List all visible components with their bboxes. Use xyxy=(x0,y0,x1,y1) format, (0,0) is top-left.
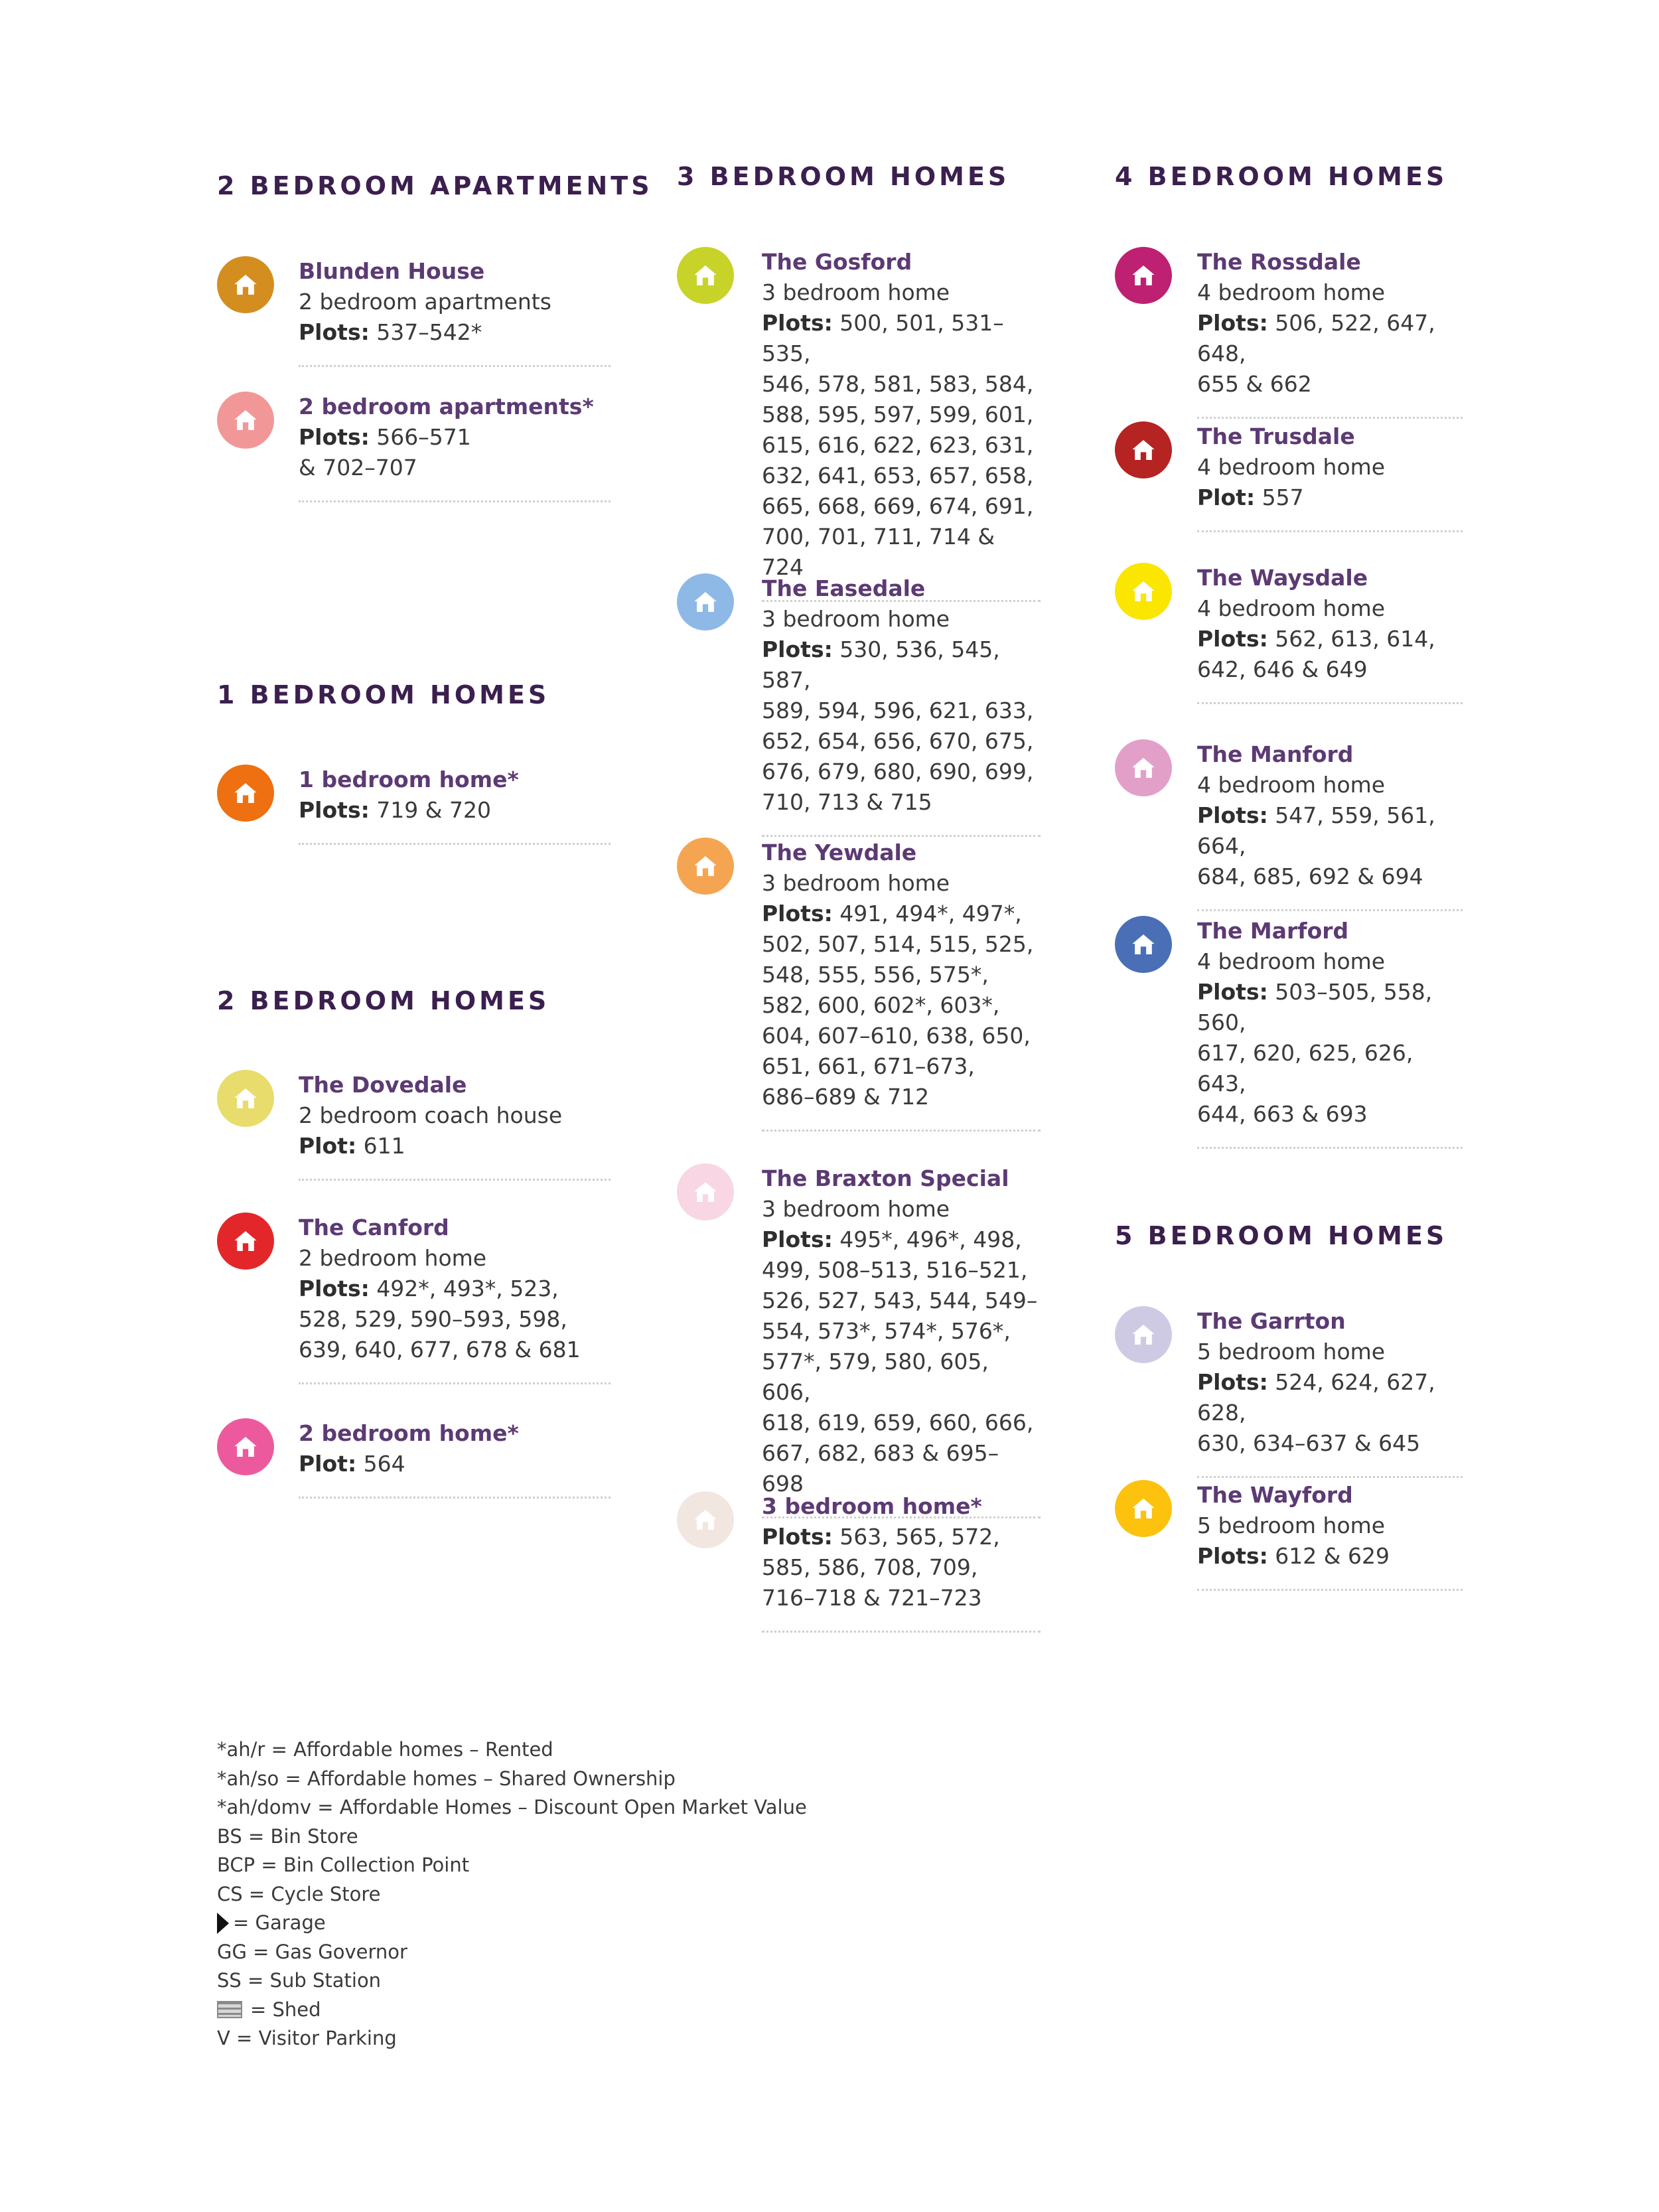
house-type-description: 4 bedroom home xyxy=(1197,454,1386,480)
plots-line xyxy=(1197,482,1463,513)
house-icon xyxy=(692,589,719,615)
section-title: 2 BEDROOM HOMES xyxy=(217,986,550,1015)
section-1-bedroom-homes xyxy=(217,680,549,709)
house-icon xyxy=(232,1085,259,1112)
dotted-separator xyxy=(1197,702,1463,704)
house-type-description: 4 bedroom home xyxy=(1197,595,1386,621)
plots-label: Plots: xyxy=(299,424,370,450)
section-title: 3 BEDROOM HOMES xyxy=(677,162,1010,191)
plots-value: 562, 613, 614, 642, 646 & 649 xyxy=(1197,626,1435,682)
entry-text xyxy=(1197,916,1463,1149)
legend-line xyxy=(217,1909,807,1938)
legend xyxy=(217,1735,807,2053)
house-type-name: 1 bedroom home* xyxy=(299,767,519,792)
legend-text: V = Visitor Parking xyxy=(217,2027,397,2049)
plot-color-dot xyxy=(217,256,274,313)
house-icon xyxy=(232,1228,259,1254)
house-icon xyxy=(692,1179,719,1205)
dotted-separator xyxy=(1197,1476,1463,1478)
plot-color-dot xyxy=(1115,1480,1172,1537)
house-type-description: 5 bedroom home xyxy=(1197,1339,1386,1364)
house-icon xyxy=(232,407,259,433)
plots-label: Plots: xyxy=(299,1276,370,1301)
dotted-separator xyxy=(762,1631,1041,1633)
plots-line xyxy=(1197,308,1463,400)
legend-text: *ah/r = Affordable homes – Rented xyxy=(217,1738,553,1761)
house-icon xyxy=(1130,1495,1157,1522)
house-type-name: The Garrton xyxy=(1197,1308,1346,1334)
section-title: 5 BEDROOM HOMES xyxy=(1115,1221,1448,1250)
dotted-separator xyxy=(299,843,611,845)
plots-value: 492*, 493*, 523, 528, 529, 590–593, 598, 639, 640, 677, 678 & 681 xyxy=(299,1276,581,1363)
plots-line xyxy=(762,899,1041,1112)
dotted-separator xyxy=(299,1382,611,1384)
house-type-description: 2 bedroom coach house xyxy=(299,1102,563,1128)
entry-text xyxy=(299,1213,611,1384)
legend-text: SS = Sub Station xyxy=(217,1969,382,1992)
entry-text xyxy=(762,838,1041,1132)
plots-label: Plots: xyxy=(762,901,833,926)
legend-text: CS = Cycle Store xyxy=(217,1882,381,1905)
house-type-description: 4 bedroom home xyxy=(1197,772,1386,798)
dotted-separator xyxy=(1197,909,1463,911)
plots-value: 611 xyxy=(363,1133,405,1159)
house-icon xyxy=(1130,262,1157,289)
entry-text xyxy=(762,1163,1041,1518)
plot-color-dot xyxy=(217,392,274,449)
garage-icon xyxy=(217,1913,229,1934)
plots-value: 719 & 720 xyxy=(376,797,491,823)
section-4-bedroom-homes xyxy=(1115,162,1447,191)
entry-text xyxy=(299,1418,611,1499)
house-type-description: 3 bedroom home xyxy=(762,870,950,896)
section-title: 2 BEDROOM APARTMENTS xyxy=(217,171,653,200)
house-icon xyxy=(692,262,719,289)
plots-line xyxy=(299,317,611,348)
section-title: 1 BEDROOM HOMES xyxy=(217,680,550,709)
house-type-name: The Trusdale xyxy=(1197,423,1355,449)
house-type-name: 2 bedroom apartments* xyxy=(299,394,594,419)
plots-label: Plot: xyxy=(299,1451,357,1477)
plots-value: 503–505, 558, 560, 617, 620, 625, 626, 643, 644, 663 & 693 xyxy=(1197,979,1433,1127)
legend-line xyxy=(217,1996,807,2025)
plots-line xyxy=(299,1274,611,1365)
legend-line xyxy=(217,1880,807,1909)
legend-line xyxy=(217,2024,807,2053)
section-2-bedroom-homes xyxy=(217,986,549,1015)
plots-label: Plots: xyxy=(1197,626,1268,652)
plots-line xyxy=(1197,800,1463,892)
legend-text: *ah/domv = Affordable Homes – Discount Open Market Value xyxy=(217,1796,807,1818)
plots-label: Plots: xyxy=(762,310,833,336)
house-type-name: The Waysdale xyxy=(1197,565,1368,591)
legend-line xyxy=(217,1938,807,1967)
house-type-description: 3 bedroom home xyxy=(762,606,950,632)
plots-line xyxy=(1197,1541,1463,1572)
house-type-name: The Dovedale xyxy=(299,1072,467,1098)
plot-color-dot xyxy=(1115,247,1172,304)
house-icon xyxy=(1130,437,1157,463)
plots-value: 495*, 496*, 498, 499, 508–513, 516–521, 526, 527, 543, 544, 549– 554, 573*, 574*, 576*, 577*, 579, 580, 605, 606, 618, 619, 659, 660, 666, 667, 682, 683 & 695–698 xyxy=(762,1226,1038,1497)
plots-line xyxy=(299,795,611,826)
dotted-separator xyxy=(1197,530,1463,532)
legend-text: BCP = Bin Collection Point xyxy=(217,1854,470,1876)
plots-line xyxy=(299,1131,611,1161)
house-icon xyxy=(1130,1321,1157,1348)
plots-value: 524, 624, 627, 628, 630, 634–637 & 645 xyxy=(1197,1369,1435,1456)
entry-text xyxy=(1197,563,1463,704)
house-type-description: 4 bedroom home xyxy=(1197,948,1386,974)
house-type-name: 2 bedroom home* xyxy=(299,1420,519,1446)
legend-text: BS = Bin Store xyxy=(217,1824,358,1848)
house-icon xyxy=(232,780,259,806)
plots-value: 547, 559, 561, 664, 684, 685, 692 & 694 xyxy=(1197,802,1435,889)
house-type-name: The Braxton Special xyxy=(762,1165,1009,1191)
plots-label: Plots: xyxy=(762,1226,833,1252)
house-type-name: The Easedale xyxy=(762,575,926,601)
plots-label: Plots: xyxy=(1197,802,1268,828)
house-icon xyxy=(232,1434,259,1460)
entry-text xyxy=(1197,247,1463,419)
house-icon xyxy=(1130,755,1157,781)
plots-line xyxy=(762,1522,1041,1613)
plots-line xyxy=(762,308,1041,583)
house-type-description: 2 bedroom home xyxy=(299,1245,487,1271)
house-type-name: The Wayford xyxy=(1197,1482,1353,1508)
section-title: 4 BEDROOM HOMES xyxy=(1115,162,1448,191)
plot-color-dot xyxy=(217,765,274,822)
plots-label: Plots: xyxy=(1197,1543,1268,1569)
house-type-name: The Rossdale xyxy=(1197,249,1361,275)
plot-color-dot xyxy=(677,247,734,304)
house-icon xyxy=(232,271,259,298)
plots-value: 566–571 & 702–707 xyxy=(299,424,471,480)
dotted-separator xyxy=(299,1497,611,1499)
dotted-separator xyxy=(1197,1589,1463,1591)
house-type-description: 5 bedroom home xyxy=(1197,1512,1386,1538)
entry-text xyxy=(1197,739,1463,911)
plots-label: Plots: xyxy=(299,797,370,823)
plots-label: Plots: xyxy=(762,1524,833,1550)
house-type-name: The Marford xyxy=(1197,918,1349,944)
plots-line xyxy=(299,1449,611,1479)
dotted-separator xyxy=(1197,1147,1463,1149)
entry-text xyxy=(1197,421,1463,532)
plots-value: 563, 565, 572, 585, 586, 708, 709, 716–718 & 721–723 xyxy=(762,1524,1000,1611)
dotted-separator xyxy=(762,835,1041,837)
plots-line xyxy=(762,1224,1041,1499)
house-type-description: 3 bedroom home xyxy=(762,1196,950,1222)
plot-color-dot xyxy=(677,1163,734,1220)
dotted-separator xyxy=(1197,417,1463,419)
section-3-bedroom-homes xyxy=(677,162,1009,191)
plots-line xyxy=(1197,624,1463,685)
plots-line xyxy=(1197,977,1463,1130)
house-type-name: Blunden House xyxy=(299,258,485,284)
plot-color-dot xyxy=(217,1418,274,1475)
house-type-name: The Yewdale xyxy=(762,840,917,865)
entry-text xyxy=(299,392,611,502)
house-type-name: The Canford xyxy=(299,1215,449,1240)
plots-label: Plot: xyxy=(1197,484,1256,510)
legend-text: = Garage xyxy=(233,1911,326,1934)
entry-text xyxy=(299,765,611,845)
plots-value: 491, 494*, 497*, 502, 507, 514, 515, 525, 548, 555, 556, 575*, 582, 600, 602*, 603*, 604, 607–610, 638, 650, 651, 661, 671–673, 686–689 & 712 xyxy=(762,901,1034,1110)
house-type-name: The Manford xyxy=(1197,741,1354,767)
plots-value: 537–542* xyxy=(376,319,482,345)
entry-text xyxy=(299,1070,611,1181)
plots-label: Plots: xyxy=(1197,979,1268,1005)
plot-color-dot xyxy=(677,838,734,895)
entry-text xyxy=(762,247,1041,602)
legend-line xyxy=(217,1793,807,1822)
legend-line xyxy=(217,1765,807,1794)
house-type-name: The Gosford xyxy=(762,249,912,275)
dotted-separator xyxy=(299,500,611,502)
plots-value: 500, 501, 531–535, 546, 578, 581, 583, 584, 588, 595, 597, 599, 601, 615, 616, 622, 623, 631, 632, 641, 653, 657, 658, 665, 668, 669, 674, 691, 700, 701, 711, 714 & 724 xyxy=(762,310,1034,580)
section-5-bedroom-homes xyxy=(1115,1221,1447,1250)
entry-text xyxy=(1197,1480,1463,1591)
entry-text xyxy=(762,1491,1041,1633)
plot-color-dot xyxy=(1115,563,1172,620)
entry-text xyxy=(299,256,611,367)
plots-line xyxy=(762,634,1041,818)
legend-text: = Shed xyxy=(250,1998,321,2021)
dotted-separator xyxy=(299,1179,611,1181)
legend-line xyxy=(217,1735,807,1765)
plot-color-dot xyxy=(677,1491,734,1548)
plot-color-dot xyxy=(217,1213,274,1270)
plots-value: 564 xyxy=(363,1451,405,1477)
house-type-description: 2 bedroom apartments xyxy=(299,289,551,315)
plot-color-dot xyxy=(1115,421,1172,479)
house-type-description: 3 bedroom home xyxy=(762,279,950,305)
house-type-name: 3 bedroom home* xyxy=(762,1493,982,1519)
dotted-separator xyxy=(762,1130,1041,1132)
house-icon xyxy=(1130,931,1157,958)
plot-color-dot xyxy=(1115,916,1172,973)
plots-label: Plots: xyxy=(299,319,370,345)
legend-text: *ah/so = Affordable homes – Shared Ownership xyxy=(217,1767,676,1790)
house-type-description: 4 bedroom home xyxy=(1197,279,1386,305)
plots-line xyxy=(299,422,611,483)
plots-value: 530, 536, 545, 587, 589, 594, 596, 621, 633, 652, 654, 656, 670, 675, 676, 679, 680, 690, 699, 710, 713 & 715 xyxy=(762,636,1034,815)
plot-color-dot xyxy=(1115,739,1172,796)
plots-value: 557 xyxy=(1262,484,1304,510)
house-icon xyxy=(692,853,719,879)
entry-text xyxy=(762,573,1041,837)
plots-label: Plot: xyxy=(299,1133,357,1159)
plot-color-dot xyxy=(1115,1306,1172,1363)
plots-label: Plots: xyxy=(1197,1369,1268,1395)
plots-value: 506, 522, 647, 648, 655 & 662 xyxy=(1197,310,1435,397)
plots-line xyxy=(1197,1367,1463,1459)
house-icon xyxy=(1130,578,1157,605)
legend-line xyxy=(217,1851,807,1880)
plot-color-dot xyxy=(217,1070,274,1127)
house-icon xyxy=(692,1507,719,1533)
legend-line xyxy=(217,1966,807,1996)
plots-label: Plots: xyxy=(1197,310,1268,336)
dotted-separator xyxy=(299,365,611,367)
section-2-bedroom-apartments xyxy=(217,171,653,200)
entry-text xyxy=(1197,1306,1463,1478)
plots-label: Plots: xyxy=(762,636,833,662)
legend-text: GG = Gas Governor xyxy=(217,1940,407,1963)
plots-value: 612 & 629 xyxy=(1275,1543,1390,1569)
plot-color-dot xyxy=(677,573,734,630)
shed-icon xyxy=(217,2001,242,2018)
legend-line xyxy=(217,1822,807,1852)
